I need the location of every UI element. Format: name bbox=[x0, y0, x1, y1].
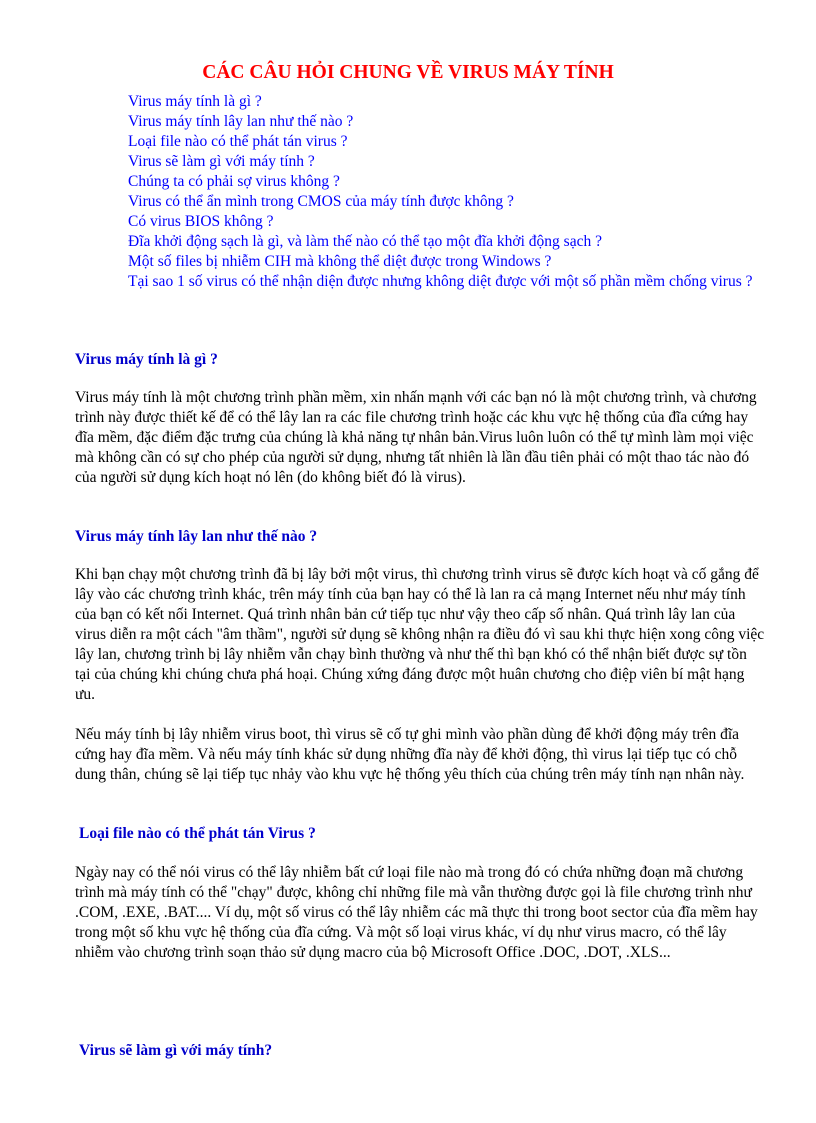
toc-link-clean-boot-disk[interactable]: Đĩa khởi động sạch là gì, và làm thế nào có thể tạo một đĩa khởi động sạch ? bbox=[128, 233, 602, 250]
toc-item bbox=[123, 192, 763, 212]
toc-item bbox=[123, 232, 763, 252]
toc-link-should-we-fear[interactable]: Chúng ta có phải sợ virus không ? bbox=[128, 173, 340, 190]
toc-link-cih[interactable]: Một số files bị nhiễm CIH mà không thể diệt được trong Windows ? bbox=[128, 253, 552, 270]
toc-item bbox=[123, 252, 763, 272]
section-heading-what-is-virus: Virus máy tính là gì ? bbox=[75, 351, 218, 368]
toc-link-what-virus-does[interactable]: Virus sẽ làm gì với máy tính ? bbox=[128, 153, 315, 170]
toc-link-what-is-virus[interactable]: Virus máy tính là gì ? bbox=[128, 93, 262, 110]
section-heading-file-types: Loại file nào có thể phát tán Virus ? bbox=[79, 825, 316, 842]
toc-link-how-spread[interactable]: Virus máy tính lây lan như thế nào ? bbox=[128, 113, 354, 130]
section-paragraph: Nếu máy tính bị lây nhiễm virus boot, thì virus sẽ cố tự ghi mình vào phần dùng để khởi động máy trên đĩa cứng hay đĩa mềm. Và nếu máy tính khác sử dụng những đĩa này để khởi động, thì virus lại tiếp tục có chỗ dung thân, chúng sẽ lại tiếp tục nhảy vào khu vực hệ thống yêu thích của chúng trên máy tính nạn nhân này. bbox=[75, 726, 745, 783]
section-paragraph: Ngày nay có thể nói virus có thể lây nhiễm bất cứ loại file nào mà trong đó có chứa những đoạn mã chương trình mà máy tính có thể "chạy" được, không chỉ những file mà vẫn thường được gọi là file chương trình như .COM, .EXE, .BAT.... Ví dụ, một số virus có thể lây nhiễm các mã thực thi trong boot sector của đĩa mềm hay trong một số khu vực hệ thống của đĩa cứng. Và một số loại virus khác, ví dụ như virus macro, có thể lây nhiễm vào chương trình soạn thảo sử dụng macro của bộ Microsoft Office .DOC, .DOT, .XLS... bbox=[75, 864, 758, 961]
section-paragraph: Virus máy tính là một chương trình phần mềm, xin nhấn mạnh với các bạn nó là một chương trình, và chương trình này được thiết kế để có thể lây lan ra các file chương trình hoặc các khu vực hệ thống của đĩa cứng hay đĩa mềm, đặc điểm đặc trưng của chúng là khả năng tự nhân bản.Virus luôn luôn có thể tự mình làm mọi việc mà không cần có sự cho phép của người sử dụng, nhưng tất nhiên là lần đầu tiên phải có một thao tác nào đó của người sử dụng kích hoạt nó lên (do không biết đó là virus). bbox=[75, 389, 757, 486]
toc-item bbox=[123, 92, 763, 112]
section-heading-how-spread: Virus máy tính lây lan như thế nào ? bbox=[75, 528, 318, 545]
toc-item bbox=[123, 112, 763, 132]
toc-item bbox=[123, 172, 763, 192]
toc-item bbox=[123, 152, 763, 172]
toc-link-bios-virus[interactable]: Có virus BIOS không ? bbox=[128, 213, 274, 230]
toc-item bbox=[123, 212, 763, 232]
toc-link-file-types[interactable]: Loại file nào có thể phát tán virus ? bbox=[128, 133, 348, 150]
section-heading-what-virus-does: Virus sẽ làm gì với máy tính? bbox=[79, 1042, 273, 1059]
page-title: CÁC CÂU HỎI CHUNG VỀ VIRUS MÁY TÍNH bbox=[202, 62, 614, 84]
toc-link-detect-not-remove[interactable]: Tại sao 1 số virus có thể nhận diện được nhưng không diệt được với một số phần mềm chống virus ? bbox=[128, 273, 753, 290]
toc-item bbox=[123, 132, 763, 152]
section-paragraph: Khi bạn chạy một chương trình đã bị lây bởi một virus, thì chương trình virus sẽ được kích hoạt và cố gắng để lây vào các chương trình khác, trên máy tính của bạn hay có thể là lan ra cả mạng Internet nếu như máy tính của bạn có kết nối Internet. Quá trình nhân bản cứ tiếp tục như vậy theo cấp số nhân. Quá trình lây lan của virus diễn ra một cách "âm thầm", người sử dụng sẽ không nhận ra điều đó vì sau khi thực hiện xong công việc lây lan, chương trình bị lây nhiễm vẫn chạy bình thường và như thế thì bạn khó có thể nhận biết được sự tồn tại của chúng khi chúng chưa phá hoại. Chúng xứng đáng được một huân chương cho điệp viên bí mật hạng ưu. bbox=[75, 566, 765, 703]
toc-link-cmos[interactable]: Virus có thể ẩn mình trong CMOS của máy tính được không ? bbox=[128, 193, 514, 210]
table-of-contents bbox=[123, 92, 763, 292]
toc-item bbox=[123, 272, 763, 292]
